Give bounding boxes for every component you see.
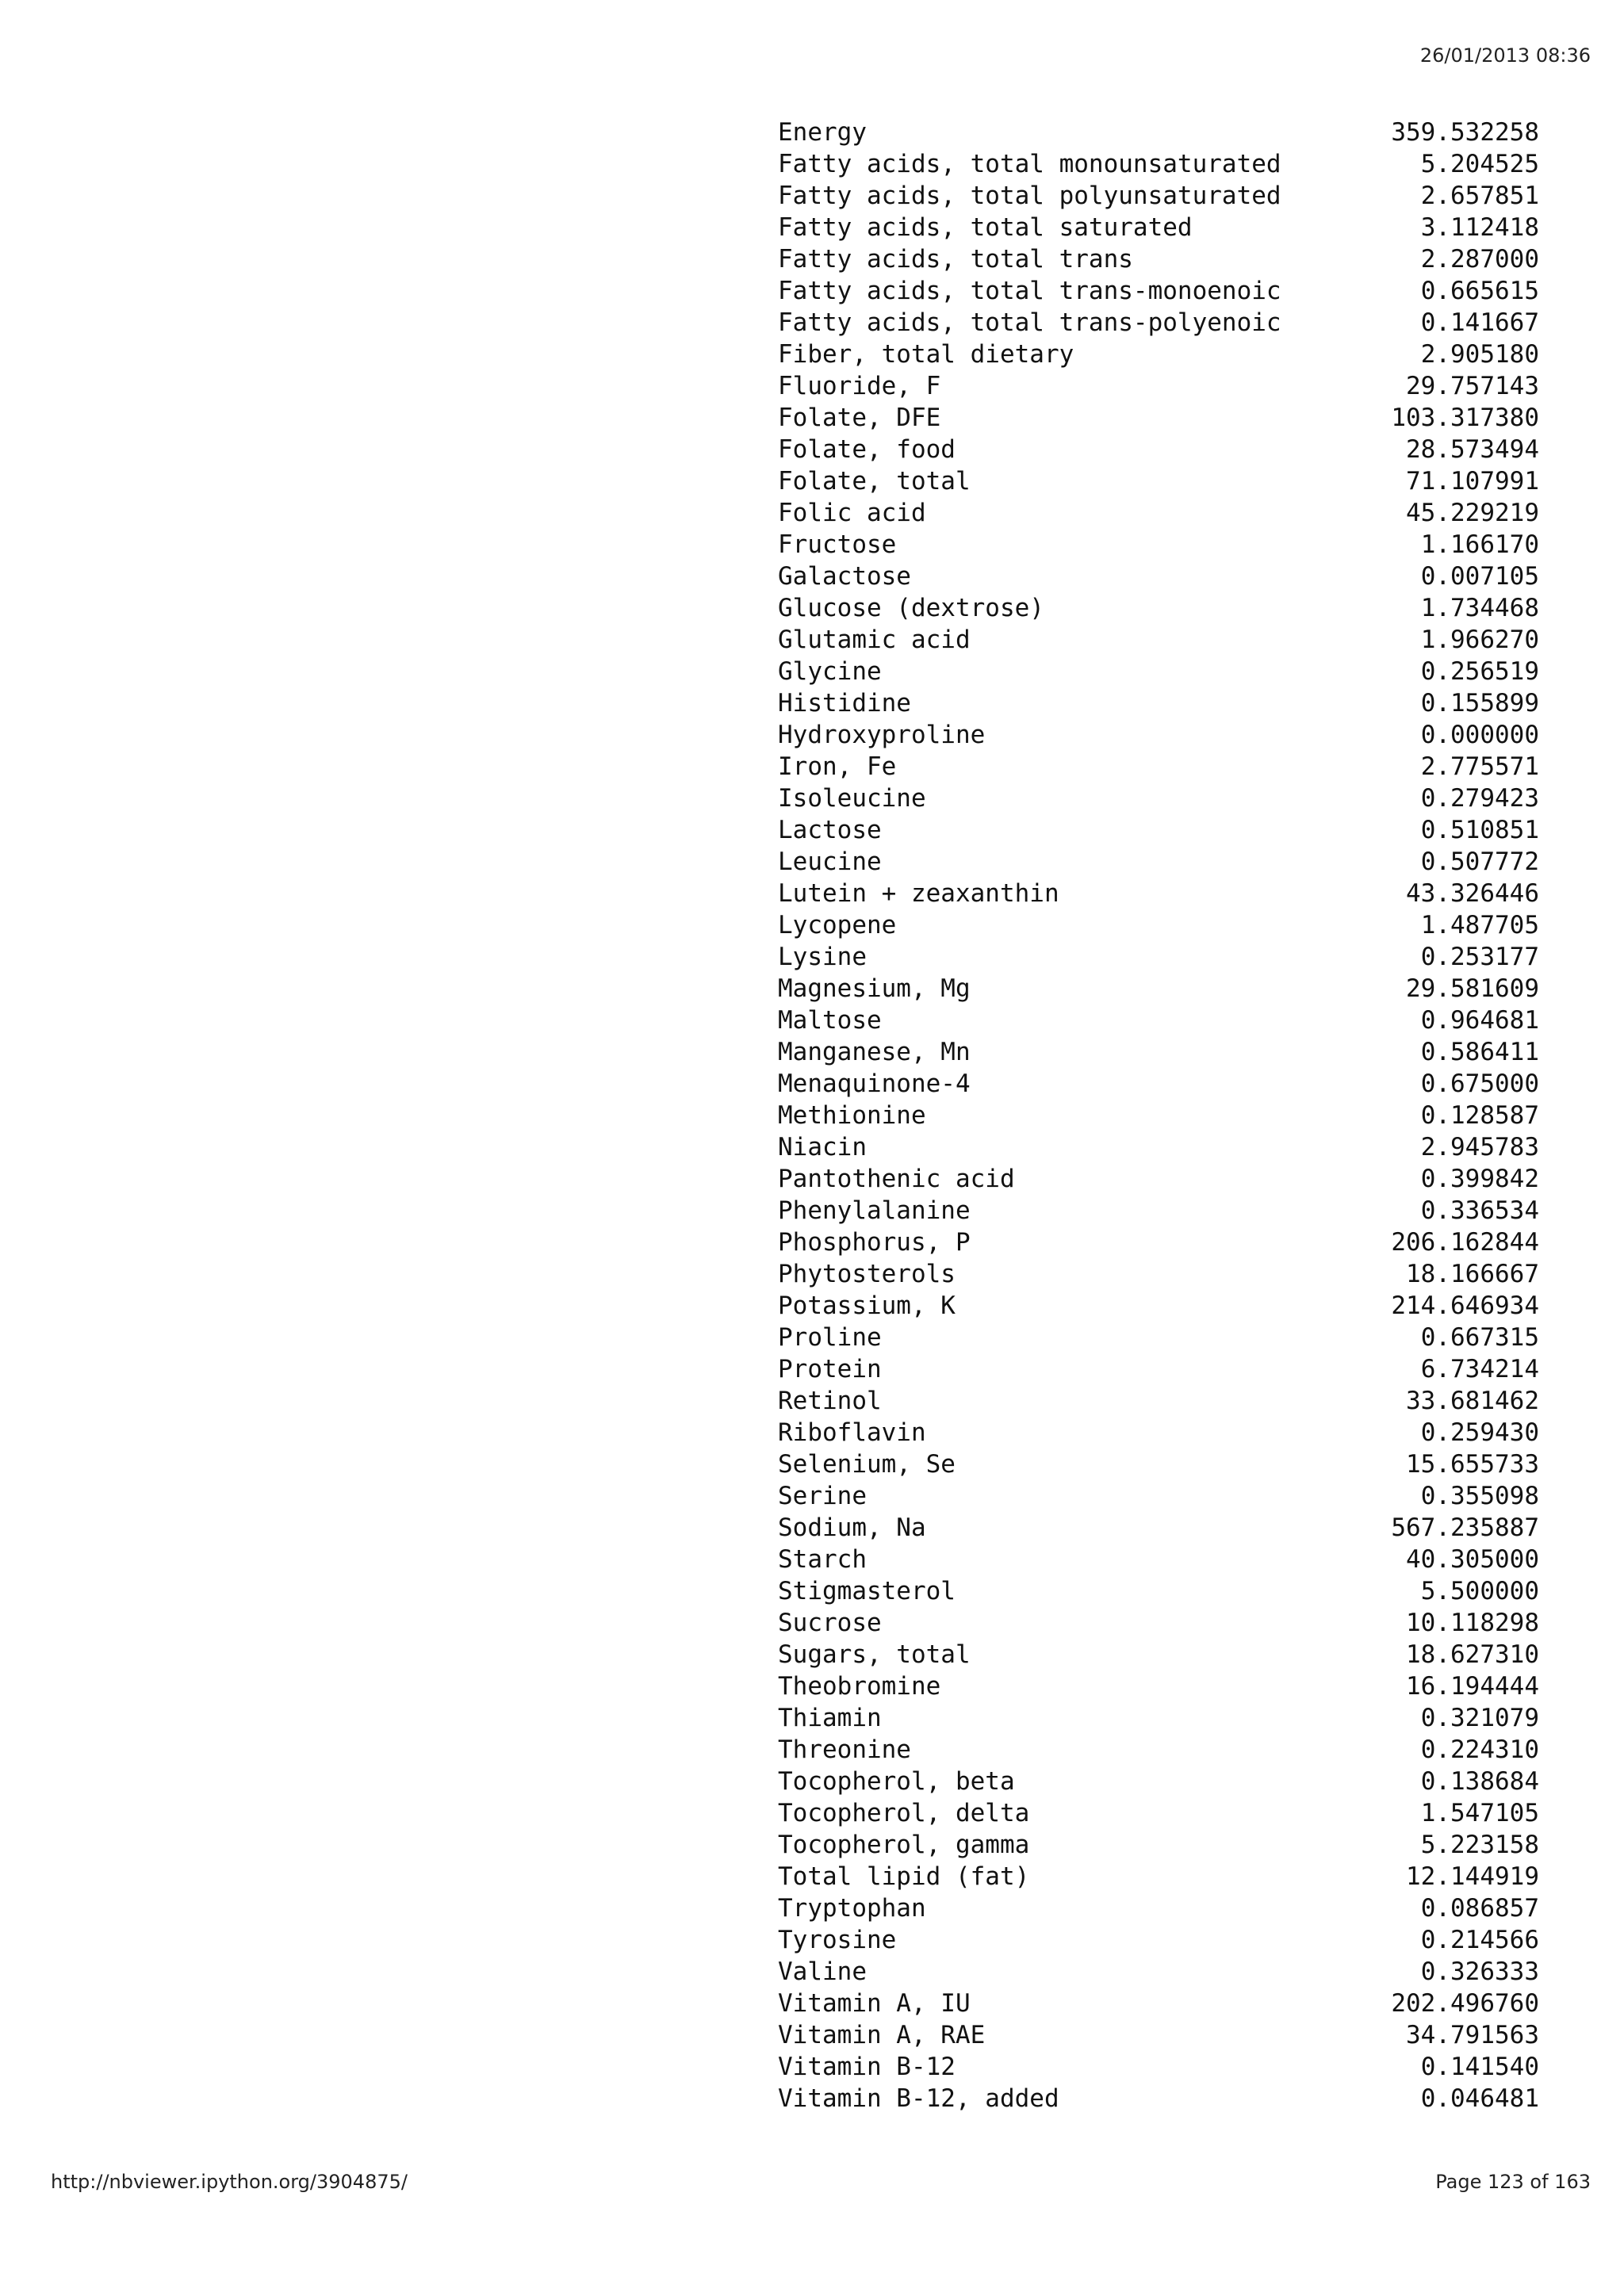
nutrient-row bbox=[778, 1702, 1539, 1734]
nutrient-name: Hydroxyproline bbox=[778, 721, 986, 749]
nutrient-name: Fatty acids, total trans-monoenoic bbox=[778, 277, 1281, 305]
nutrient-row bbox=[778, 1892, 1539, 1924]
nutrient-value: 0.141540 bbox=[1420, 2053, 1539, 2081]
nutrient-row bbox=[778, 592, 1539, 624]
nutrient-name: Retinol bbox=[778, 1387, 882, 1415]
nutrient-name: Sodium, Na bbox=[778, 1513, 926, 1542]
nutrient-name: Phytosterols bbox=[778, 1260, 956, 1288]
nutrient-name: Manganese, Mn bbox=[778, 1038, 971, 1066]
nutrient-value: 5.204525 bbox=[1420, 150, 1539, 178]
nutrient-name: Thiamin bbox=[778, 1704, 882, 1732]
nutrient-name: Maltose bbox=[778, 1006, 882, 1035]
nutrient-name: Lactose bbox=[778, 816, 882, 844]
nutrient-row bbox=[778, 275, 1539, 307]
nutrient-name: Valine bbox=[778, 1957, 867, 1986]
nutrient-name: Fatty acids, total saturated bbox=[778, 213, 1193, 242]
nutrient-name: Fatty acids, total trans-polyenoic bbox=[778, 308, 1281, 337]
nutrient-row bbox=[778, 1448, 1539, 1480]
nutrient-value: 103.317380 bbox=[1391, 404, 1539, 432]
nutrient-name: Vitamin B-12, added bbox=[778, 2084, 1059, 2113]
nutrient-name: Protein bbox=[778, 1355, 882, 1383]
nutrient-row bbox=[778, 1797, 1539, 1829]
nutrient-value: 40.305000 bbox=[1406, 1545, 1539, 1574]
nutrient-name: Methionine bbox=[778, 1101, 926, 1130]
nutrient-row bbox=[778, 1068, 1539, 1100]
nutrient-name: Lysine bbox=[778, 943, 867, 971]
nutrient-row bbox=[778, 465, 1539, 497]
nutrient-row bbox=[778, 846, 1539, 878]
nutrient-value: 0.259430 bbox=[1420, 1418, 1539, 1447]
nutrient-name: Theobromine bbox=[778, 1672, 941, 1701]
nutrient-name: Tocopherol, beta bbox=[778, 1767, 1015, 1796]
nutrient-value: 0.000000 bbox=[1420, 721, 1539, 749]
nutrient-name: Sucrose bbox=[778, 1609, 882, 1637]
nutrient-name: Potassium, K bbox=[778, 1292, 956, 1320]
nutrient-value: 567.235887 bbox=[1391, 1513, 1539, 1542]
nutrient-row bbox=[778, 1385, 1539, 1417]
nutrient-output-list bbox=[778, 117, 1539, 2114]
nutrient-name: Pantothenic acid bbox=[778, 1165, 1015, 1193]
nutrient-row bbox=[778, 1226, 1539, 1258]
nutrient-row bbox=[778, 180, 1539, 212]
nutrient-row bbox=[778, 1861, 1539, 1892]
nutrient-value: 71.107991 bbox=[1406, 467, 1539, 496]
nutrient-name: Sugars, total bbox=[778, 1640, 971, 1669]
nutrient-name: Iron, Fe bbox=[778, 752, 897, 781]
nutrient-value: 214.646934 bbox=[1391, 1292, 1539, 1320]
nutrient-row bbox=[778, 878, 1539, 909]
nutrient-row bbox=[778, 561, 1539, 592]
nutrient-name: Glycine bbox=[778, 657, 882, 686]
nutrient-name: Histidine bbox=[778, 689, 911, 718]
nutrient-name: Tocopherol, gamma bbox=[778, 1831, 1030, 1859]
nutrient-value: 0.667315 bbox=[1420, 1323, 1539, 1352]
nutrient-value: 2.945783 bbox=[1420, 1133, 1539, 1161]
nutrient-value: 5.223158 bbox=[1420, 1831, 1539, 1859]
nutrient-row bbox=[778, 370, 1539, 402]
nutrient-value: 16.194444 bbox=[1406, 1672, 1539, 1701]
nutrient-value: 0.155899 bbox=[1420, 689, 1539, 718]
nutrient-row bbox=[778, 307, 1539, 339]
nutrient-name: Vitamin A, RAE bbox=[778, 2021, 986, 2049]
nutrient-value: 15.655733 bbox=[1406, 1450, 1539, 1479]
nutrient-name: Tocopherol, delta bbox=[778, 1799, 1030, 1827]
nutrient-value: 3.112418 bbox=[1420, 213, 1539, 242]
nutrient-value: 0.224310 bbox=[1420, 1735, 1539, 1764]
nutrient-row bbox=[778, 1480, 1539, 1512]
nutrient-row bbox=[778, 1734, 1539, 1766]
nutrient-row bbox=[778, 402, 1539, 434]
nutrient-value: 28.573494 bbox=[1406, 435, 1539, 464]
nutrient-value: 202.496760 bbox=[1391, 1989, 1539, 2018]
nutrient-name: Starch bbox=[778, 1545, 867, 1574]
nutrient-row bbox=[778, 117, 1539, 148]
nutrient-row bbox=[778, 719, 1539, 751]
nutrient-row bbox=[778, 687, 1539, 719]
nutrient-value: 0.510851 bbox=[1420, 816, 1539, 844]
footer-url: http://nbviewer.ipython.org/3904875/ bbox=[51, 2171, 408, 2193]
nutrient-name: Fatty acids, total monounsaturated bbox=[778, 150, 1281, 178]
nutrient-name: Serine bbox=[778, 1482, 867, 1510]
print-timestamp: 26/01/2013 08:36 bbox=[1419, 44, 1591, 67]
nutrient-value: 0.665615 bbox=[1420, 277, 1539, 305]
nutrient-name: Folate, DFE bbox=[778, 404, 941, 432]
nutrient-value: 0.138684 bbox=[1420, 1767, 1539, 1796]
nutrient-row bbox=[778, 1322, 1539, 1353]
nutrient-value: 206.162844 bbox=[1391, 1228, 1539, 1257]
nutrient-value: 29.757143 bbox=[1406, 372, 1539, 400]
nutrient-row bbox=[778, 1670, 1539, 1702]
nutrient-value: 1.487705 bbox=[1420, 911, 1539, 939]
nutrient-row bbox=[778, 1766, 1539, 1797]
nutrient-value: 1.734468 bbox=[1420, 594, 1539, 622]
nutrient-row bbox=[778, 1100, 1539, 1131]
nutrient-value: 0.141667 bbox=[1420, 308, 1539, 337]
nutrient-value: 2.775571 bbox=[1420, 752, 1539, 781]
nutrient-row bbox=[778, 1639, 1539, 1670]
nutrient-value: 18.627310 bbox=[1406, 1640, 1539, 1669]
nutrient-name: Folic acid bbox=[778, 499, 926, 527]
nutrient-name: Total lipid (fat) bbox=[778, 1862, 1030, 1891]
nutrient-row bbox=[778, 497, 1539, 529]
nutrient-row bbox=[778, 2051, 1539, 2083]
nutrient-row bbox=[778, 529, 1539, 561]
nutrient-name: Leucine bbox=[778, 848, 882, 876]
nutrient-name: Folate, total bbox=[778, 467, 971, 496]
nutrient-value: 2.905180 bbox=[1420, 340, 1539, 369]
nutrient-row bbox=[778, 1353, 1539, 1385]
nutrient-value: 0.675000 bbox=[1420, 1070, 1539, 1098]
nutrient-value: 45.229219 bbox=[1406, 499, 1539, 527]
nutrient-row bbox=[778, 751, 1539, 783]
nutrient-name: Fatty acids, total trans bbox=[778, 245, 1133, 274]
nutrient-name: Tyrosine bbox=[778, 1926, 897, 1954]
nutrient-name: Fiber, total dietary bbox=[778, 340, 1074, 369]
nutrient-name: Niacin bbox=[778, 1133, 867, 1161]
nutrient-name: Threonine bbox=[778, 1735, 911, 1764]
nutrient-name: Energy bbox=[778, 118, 867, 147]
nutrient-name: Vitamin A, IU bbox=[778, 1989, 971, 2018]
nutrient-value: 0.086857 bbox=[1420, 1894, 1539, 1923]
nutrient-row bbox=[778, 243, 1539, 275]
nutrient-row bbox=[778, 941, 1539, 973]
nutrient-value: 2.287000 bbox=[1420, 245, 1539, 274]
nutrient-value: 0.336534 bbox=[1420, 1196, 1539, 1225]
nutrient-row bbox=[778, 1607, 1539, 1639]
nutrient-value: 0.253177 bbox=[1420, 943, 1539, 971]
nutrient-name: Galactose bbox=[778, 562, 911, 591]
nutrient-value: 10.118298 bbox=[1406, 1609, 1539, 1637]
nutrient-value: 0.399842 bbox=[1420, 1165, 1539, 1193]
nutrient-row bbox=[778, 1956, 1539, 1988]
nutrient-row bbox=[778, 1988, 1539, 2019]
nutrient-value: 0.046481 bbox=[1420, 2084, 1539, 2113]
nutrient-name: Isoleucine bbox=[778, 784, 926, 813]
nutrient-name: Stigmasterol bbox=[778, 1577, 956, 1605]
nutrient-row bbox=[778, 624, 1539, 656]
nutrient-name: Phenylalanine bbox=[778, 1196, 971, 1225]
nutrient-value: 18.166667 bbox=[1406, 1260, 1539, 1288]
nutrient-row bbox=[778, 909, 1539, 941]
nutrient-row bbox=[778, 1575, 1539, 1607]
nutrient-row bbox=[778, 1544, 1539, 1575]
nutrient-value: 1.166170 bbox=[1420, 530, 1539, 559]
nutrient-row bbox=[778, 2019, 1539, 2051]
nutrient-row bbox=[778, 814, 1539, 846]
nutrient-row bbox=[778, 1163, 1539, 1195]
nutrient-row bbox=[778, 1924, 1539, 1956]
nutrient-row bbox=[778, 1417, 1539, 1448]
nutrient-name: Magnesium, Mg bbox=[778, 974, 971, 1003]
nutrient-name: Proline bbox=[778, 1323, 882, 1352]
nutrient-value: 0.964681 bbox=[1420, 1006, 1539, 1035]
nutrient-row bbox=[778, 2083, 1539, 2114]
nutrient-value: 0.214566 bbox=[1420, 1926, 1539, 1954]
nutrient-name: Fructose bbox=[778, 530, 897, 559]
nutrient-name: Fluoride, F bbox=[778, 372, 941, 400]
nutrient-name: Tryptophan bbox=[778, 1894, 926, 1923]
nutrient-value: 0.256519 bbox=[1420, 657, 1539, 686]
nutrient-value: 6.734214 bbox=[1420, 1355, 1539, 1383]
nutrient-row bbox=[778, 1829, 1539, 1861]
nutrient-row bbox=[778, 434, 1539, 465]
nutrient-name: Fatty acids, total polyunsaturated bbox=[778, 182, 1281, 210]
nutrient-row bbox=[778, 1195, 1539, 1226]
nutrient-value: 0.007105 bbox=[1420, 562, 1539, 591]
nutrient-row bbox=[778, 973, 1539, 1004]
nutrient-value: 0.321079 bbox=[1420, 1704, 1539, 1732]
nutrient-value: 0.355098 bbox=[1420, 1482, 1539, 1510]
nutrient-row bbox=[778, 656, 1539, 687]
nutrient-value: 12.144919 bbox=[1406, 1862, 1539, 1891]
nutrient-row bbox=[778, 1131, 1539, 1163]
nutrient-value: 2.657851 bbox=[1420, 182, 1539, 210]
nutrient-name: Phosphorus, P bbox=[778, 1228, 971, 1257]
nutrient-value: 1.547105 bbox=[1420, 1799, 1539, 1827]
page-number: Page 123 of 163 bbox=[1435, 2171, 1591, 2193]
nutrient-value: 29.581609 bbox=[1406, 974, 1539, 1003]
nutrient-row bbox=[778, 212, 1539, 243]
nutrient-row bbox=[778, 1036, 1539, 1068]
nutrient-name: Riboflavin bbox=[778, 1418, 926, 1447]
nutrient-name: Menaquinone-4 bbox=[778, 1070, 971, 1098]
nutrient-name: Lycopene bbox=[778, 911, 897, 939]
nutrient-row bbox=[778, 1290, 1539, 1322]
nutrient-name: Lutein + zeaxanthin bbox=[778, 879, 1059, 908]
nutrient-value: 0.507772 bbox=[1420, 848, 1539, 876]
nutrient-value: 43.326446 bbox=[1406, 879, 1539, 908]
nutrient-value: 5.500000 bbox=[1420, 1577, 1539, 1605]
nutrient-row bbox=[778, 339, 1539, 370]
nutrient-row bbox=[778, 1512, 1539, 1544]
nutrient-value: 359.532258 bbox=[1391, 118, 1539, 147]
nutrient-value: 0.128587 bbox=[1420, 1101, 1539, 1130]
nutrient-value: 0.326333 bbox=[1420, 1957, 1539, 1986]
nutrient-row bbox=[778, 1258, 1539, 1290]
nutrient-value: 0.279423 bbox=[1420, 784, 1539, 813]
nutrient-name: Folate, food bbox=[778, 435, 956, 464]
nutrient-row bbox=[778, 148, 1539, 180]
nutrient-value: 1.966270 bbox=[1420, 626, 1539, 654]
nutrient-value: 33.681462 bbox=[1406, 1387, 1539, 1415]
nutrient-row bbox=[778, 783, 1539, 814]
nutrient-row bbox=[778, 1004, 1539, 1036]
nutrient-name: Glucose (dextrose) bbox=[778, 594, 1044, 622]
nutrient-name: Selenium, Se bbox=[778, 1450, 956, 1479]
nutrient-name: Glutamic acid bbox=[778, 626, 971, 654]
nutrient-value: 0.586411 bbox=[1420, 1038, 1539, 1066]
nutrient-name: Vitamin B-12 bbox=[778, 2053, 956, 2081]
nutrient-value: 34.791563 bbox=[1406, 2021, 1539, 2049]
